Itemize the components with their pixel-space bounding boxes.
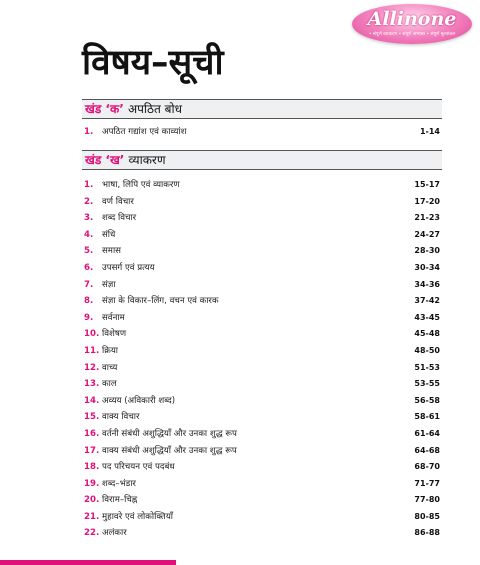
toc-entry[interactable] [82,476,442,493]
entry-number: 16. [84,428,100,439]
entry-number: 4. [84,229,94,240]
entry-number: 21. [84,511,100,522]
entry-number: 12. [84,362,100,373]
toc-entry[interactable] [82,426,442,443]
toc-entry[interactable] [82,409,442,426]
entry-title: क्रिया [102,345,119,356]
entry-title: वाक्य संबंधी अशुद्धियाँ और उनका शुद्ध रूप [102,445,237,456]
entry-title: सर्वनाम [102,312,125,323]
toc-entry[interactable] [82,124,442,141]
toc-entry[interactable] [82,293,442,310]
toc-entry[interactable] [82,459,442,476]
entry-title: शब्द विचार [102,213,137,224]
entry-pages: 48-50 [414,345,440,355]
section-a [82,99,442,141]
entry-number: 17. [84,445,100,456]
entry-title: मुहावरे एवं लोकोक्तियाँ [102,511,174,522]
entry-title: भाषा, लिपि एवं व्याकरण [102,180,180,190]
entry-title: अलंकार [102,528,127,539]
page-title: विषय–सूची [82,43,224,83]
entry-title: पद परिचयन एवं पदबंध [102,462,175,473]
toc-entry[interactable] [82,393,442,410]
entry-title: वर्तनी संबंधी अशुद्धियाँ और उनका शुद्ध रूप [102,428,237,439]
entry-title: वर्ण विचार [102,196,134,207]
brand-logo [352,4,472,44]
entry-pages: 15-17 [414,180,440,189]
toc-entry[interactable] [82,177,442,194]
entry-title: शब्द–भंडार [102,478,136,489]
entry-title: अपठित गद्यांश एवं काव्यांश [102,127,187,137]
entry-pages: 86-88 [414,528,440,538]
toc-entry[interactable] [82,509,442,526]
toc-entry[interactable] [82,194,442,211]
entry-pages: 68-70 [414,462,440,472]
section-prefix: खंड ‘क’ [85,102,124,116]
entry-number: 20. [84,495,100,506]
entry-number: 8. [84,296,94,307]
entry-pages: 34-36 [414,279,440,289]
entry-pages: 61-64 [414,428,440,438]
toc-entry[interactable] [82,310,442,327]
entry-title: उपसर्ग एवं प्रत्यय [102,262,155,273]
entry-title: विशेषण [102,329,127,340]
entry-title: अव्यय (अविकारी शब्द) [102,395,176,406]
section-title: अपठित बोध [127,102,182,116]
toc-entry[interactable] [82,243,442,260]
entry-number: 1. [84,180,94,190]
toc-entry[interactable] [82,525,442,542]
section-title: व्याकरण [128,153,166,167]
toc-entry[interactable] [82,492,442,509]
entry-pages: 58-61 [414,412,440,422]
entry-title: संज्ञा [102,279,116,290]
entry-pages: 51-53 [414,362,440,372]
entry-pages: 80-85 [414,511,440,521]
entry-number: 15. [84,412,100,423]
entry-pages: 77-80 [414,495,440,505]
entry-number: 2. [84,196,94,207]
entry-pages: 53-55 [414,379,440,389]
entry-number: 22. [84,528,100,539]
toc-entry[interactable] [82,443,442,460]
entry-number: 19. [84,478,100,489]
section-b [82,150,442,542]
entry-title: काल [102,379,117,390]
entry-title: विराम–चिह्न [102,495,138,506]
toc-entry[interactable] [82,210,442,227]
entry-pages: 1-14 [419,127,440,136]
entry-number: 3. [84,213,94,224]
entry-pages: 56-58 [414,395,440,405]
toc-list [82,119,442,141]
entry-title: वाच्य [102,362,118,373]
entry-pages: 37-42 [414,296,440,306]
entry-pages: 64-68 [414,445,440,455]
entry-number: 9. [84,312,94,323]
entry-number: 5. [84,246,94,257]
logo-tagline: • संपूर्ण व्याकरण • संपूर्ण अभ्यास • संपूर्ण मूल्यांकन [368,32,456,37]
toc-entry[interactable] [82,343,442,360]
toc-list [82,170,442,542]
entry-pages: 71-77 [414,478,440,488]
entry-pages: 17-20 [414,196,440,206]
entry-number: 10. [84,329,100,340]
accent-bar [0,560,176,565]
toc-entry[interactable] [82,277,442,294]
entry-title: समास [102,246,121,257]
entry-title: संधि [102,229,116,240]
entry-pages: 30-34 [414,262,440,272]
section-prefix: खंड ‘ख’ [85,153,125,167]
section-header [82,99,442,119]
entry-number: 11. [84,345,100,356]
entry-number: 6. [84,262,94,273]
toc-entry[interactable] [82,376,442,393]
section-header [82,150,442,170]
entry-pages: 43-45 [414,312,440,322]
toc-entry[interactable] [82,260,442,277]
toc-entry[interactable] [82,227,442,244]
entry-pages: 21-23 [414,213,440,223]
entry-number: 18. [84,462,100,473]
entry-pages: 24-27 [414,229,440,239]
entry-number: 7. [84,279,94,290]
entry-pages: 45-48 [414,329,440,339]
entry-pages: 28-30 [414,246,440,256]
entry-number: 13. [84,379,100,390]
entry-number: 14. [84,395,100,406]
entry-title: संज्ञा के विकार–लिंग, वचन एवं कारक [102,296,219,307]
toc-entry[interactable] [82,360,442,377]
entry-number: 1. [84,127,94,137]
toc-entry[interactable] [82,326,442,343]
entry-title: वाक्य विचार [102,412,140,423]
logo-text: Allinone [367,8,457,30]
